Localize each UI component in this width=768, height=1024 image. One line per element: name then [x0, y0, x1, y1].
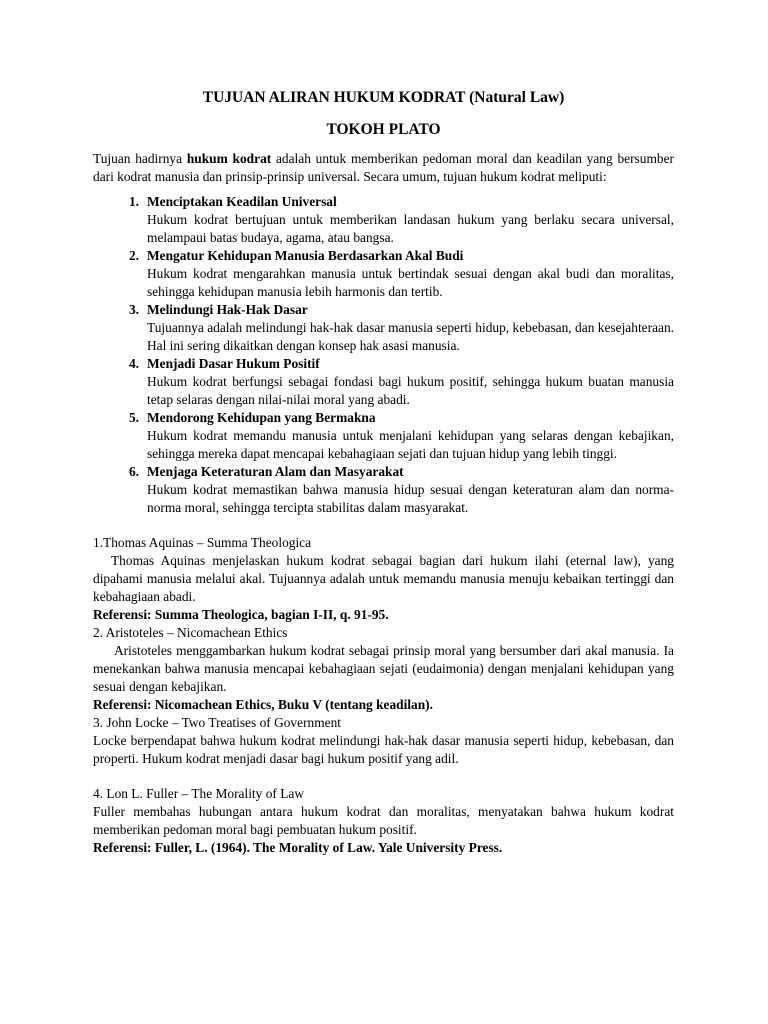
- goal-description: Hukum kodrat berfungsi sebagai fondasi bagi hukum positif, sehingga hukum buatan manusia tetap selaras dengan nilai-nilai moral yang abadi.: [147, 374, 674, 407]
- goal-item: [93, 301, 674, 355]
- reference-heading: 1.Thomas Aquinas – Summa Theologica: [93, 535, 312, 550]
- goal-number: 6.: [128, 464, 139, 479]
- goal-item: [93, 463, 674, 517]
- goal-number: 1.: [128, 194, 139, 209]
- reference-summary: Aristoteles menggambarkan hukum kodrat sebagai prinsip moral yang bersumber dari akal manusia. Ia menekankan bahwa manusia mencapai kebahagiaan sejati (eudaimonia) dengan menjalani kehidupan yang sesuai dengan kebajikan.: [93, 643, 674, 694]
- goals-list: [93, 193, 674, 517]
- reference-summary: Thomas Aquinas menjelaskan hukum kodrat sebagai bagian dari hukum ilahi (eternal law), yang dipahami manusia melalui akal. Tujuannya adalah untuk memandu manusia menuju kebaikan tertinggi dan kebahagiaan abadi.: [93, 553, 674, 604]
- goal-number: 4.: [128, 356, 139, 371]
- goal-description: Hukum kodrat bertujuan untuk memberikan landasan hukum yang berlaku secara universal, melampaui batas budaya, agama, atau bangsa.: [147, 212, 674, 245]
- reference-heading: 2. Aristoteles – Nicomachean Ethics: [93, 625, 288, 640]
- goal-description: Hukum kodrat mengarahkan manusia untuk bertindak sesuai dengan akal budi dan moralitas, sehingga kehidupan manusia lebih harmonis dan tertib.: [147, 266, 674, 299]
- reference-citation: Referensi: Nicomachean Ethics, Buku V (tentang keadilan).: [93, 697, 433, 712]
- reference-heading: 3. John Locke – Two Treatises of Government: [93, 715, 341, 730]
- reference-entry: [93, 714, 674, 768]
- goal-title: Mendorong Kehidupan yang Bermakna: [147, 410, 376, 425]
- references-section: [93, 534, 674, 857]
- goal-title: Mengatur Kehidupan Manusia Berdasarkan Akal Budi: [147, 248, 464, 263]
- goal-description: Tujuannya adalah melindungi hak-hak dasar manusia seperti hidup, kebebasan, dan kesejahteraan. Hal ini sering dikaitkan dengan konsep hak asasi manusia.: [147, 320, 674, 353]
- goal-title: Melindungi Hak-Hak Dasar: [147, 302, 308, 317]
- goal-item: [93, 409, 674, 463]
- goal-item: [93, 247, 674, 301]
- intro-bold-term: hukum kodrat: [186, 151, 272, 166]
- reference-summary: Locke berpendapat bahwa hukum kodrat melindungi hak-hak dasar manusia seperti hidup, kebebasan, dan properti. Hukum kodrat menjadi dasar bagi hukum positif yang adil.: [93, 733, 674, 766]
- document-content: [93, 88, 674, 857]
- reference-citation: Referensi: Summa Theologica, bagian I-II, q. 91-95.: [93, 607, 389, 622]
- goal-title: Menciptakan Keadilan Universal: [147, 194, 337, 209]
- document-title: TUJUAN ALIRAN HUKUM KODRAT (Natural Law): [202, 89, 565, 106]
- reference-entry: [93, 785, 674, 857]
- reference-entry: [93, 624, 674, 714]
- goal-description: Hukum kodrat memandu manusia untuk menjalani kehidupan yang selaras dengan kebajikan, sehingga mereka dapat mencapai kebahagiaan sejati dan tujuan hidup yang lebih tinggi.: [147, 428, 674, 461]
- goal-number: 5.: [128, 410, 139, 425]
- goal-description: Hukum kodrat memastikan bahwa manusia hidup sesuai dengan keteraturan alam dan norma-norma moral, sehingga tercipta stabilitas dalam masyarakat.: [147, 482, 674, 515]
- reference-entry: [93, 534, 674, 624]
- intro-text-before: Tujuan hadirnya: [93, 151, 187, 166]
- goal-title: Menjaga Keteraturan Alam dan Masyarakat: [147, 464, 404, 479]
- reference-citation: Referensi: Fuller, L. (1964). The Morality of Law. Yale University Press.: [93, 840, 503, 855]
- intro-text-after: adalah untuk memberikan pedoman moral dan keadilan yang bersumber dari kodrat manusia dan prinsip-prinsip universal. Secara umum, tujuan hukum kodrat meliputi:: [93, 151, 674, 184]
- goal-item: [93, 355, 674, 409]
- reference-heading: 4. Lon L. Fuller – The Morality of Law: [93, 786, 304, 801]
- intro-paragraph: [93, 150, 674, 186]
- reference-summary: Fuller membahas hubungan antara hukum kodrat dan moralitas, menyatakan bahwa hukum kodrat memberikan pedoman moral bagi pembuatan hukum positif.: [93, 804, 674, 837]
- goal-number: 2.: [128, 248, 139, 263]
- goal-title: Menjadi Dasar Hukum Positif: [147, 356, 320, 371]
- goal-number: 3.: [128, 302, 139, 317]
- document-subtitle: TOKOH PLATO: [326, 121, 441, 138]
- paragraph-spacer: [93, 768, 674, 785]
- goal-item: [93, 193, 674, 247]
